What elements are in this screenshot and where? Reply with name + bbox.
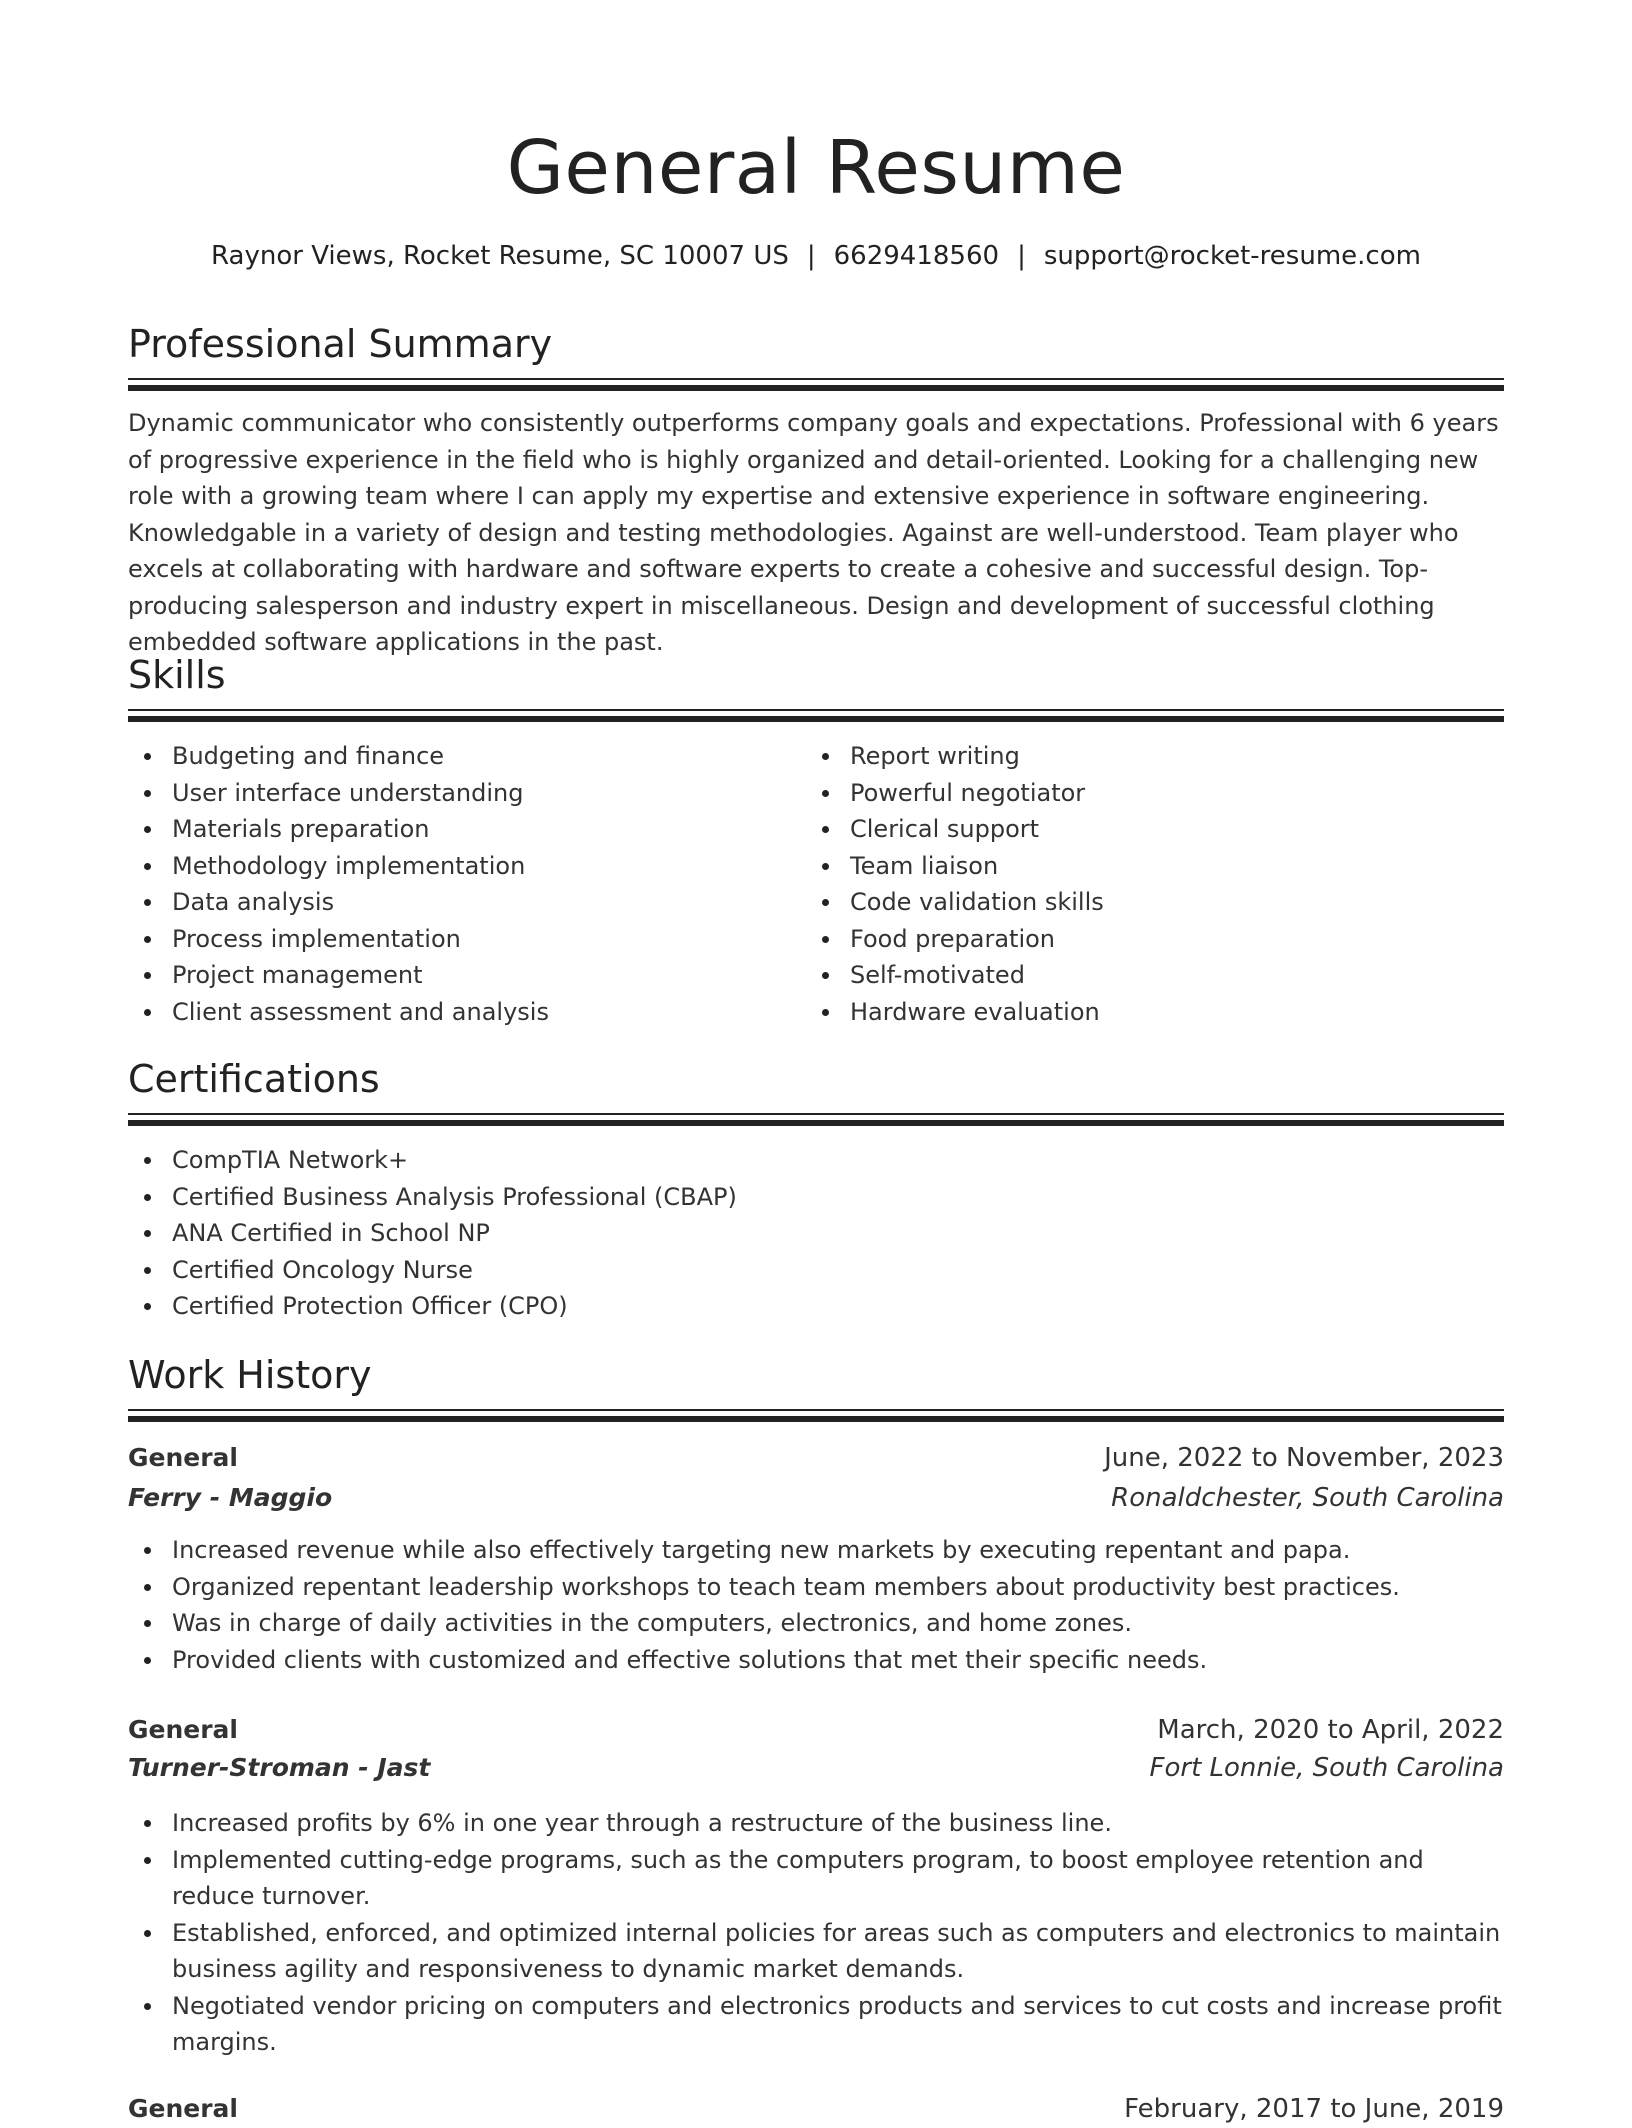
job-header bbox=[128, 1711, 1504, 1749]
section-divider bbox=[128, 1113, 1504, 1127]
job-bullets bbox=[128, 1805, 1504, 2061]
section-divider bbox=[128, 1409, 1504, 1423]
section-divider bbox=[128, 378, 1504, 392]
job-title: General bbox=[128, 1715, 238, 1744]
job-bullets bbox=[128, 1532, 1504, 1678]
skill-item: User interface understanding bbox=[128, 775, 788, 812]
job-company: Turner-Stroman - Jast bbox=[128, 1753, 431, 1782]
skill-item: Hardware evaluation bbox=[806, 994, 1496, 1031]
skill-item: Clerical support bbox=[806, 811, 1496, 848]
certification-item: Certified Protection Officer (CPO) bbox=[128, 1288, 1504, 1325]
job-title: General bbox=[128, 2094, 238, 2123]
job-bullet: Provided clients with customized and effective solutions that met their specific needs. bbox=[128, 1642, 1504, 1679]
job-bullet: Increased profits by 6% in one year through a restructure of the business line. bbox=[128, 1805, 1504, 1842]
skills-list-right bbox=[806, 738, 1496, 1030]
job-subheader bbox=[128, 1749, 1504, 1787]
job-location: Fort Lonnie, South Carolina bbox=[1149, 1753, 1504, 1783]
skill-item: Food preparation bbox=[806, 921, 1496, 958]
certification-item: ANA Certified in School NP bbox=[128, 1215, 1504, 1252]
job-subheader bbox=[128, 1479, 1504, 1517]
job-bullet: Was in charge of daily activities in the computers, electronics, and home zones. bbox=[128, 1605, 1504, 1642]
section-title-certifications: Certifications bbox=[128, 1057, 380, 1101]
skill-item: Report writing bbox=[806, 738, 1496, 775]
skill-item: Data analysis bbox=[128, 884, 788, 921]
skill-item: Team liaison bbox=[806, 848, 1496, 885]
skill-item: Materials preparation bbox=[128, 811, 788, 848]
job-bullet: Implemented cutting-edge programs, such as the computers program, to boost employee retention and reduce turnover. bbox=[128, 1842, 1504, 1915]
section-title-summary: Professional Summary bbox=[128, 322, 553, 366]
skills-list-left bbox=[128, 738, 788, 1030]
certifications-list bbox=[128, 1142, 1504, 1325]
skill-item: Methodology implementation bbox=[128, 848, 788, 885]
skill-item: Project management bbox=[128, 957, 788, 994]
skill-item: Powerful negotiator bbox=[806, 775, 1496, 812]
resume-name: General Resume bbox=[506, 125, 1126, 211]
job-location: Ronaldchester, South Carolina bbox=[1111, 1483, 1504, 1513]
job-company: Ferry - Maggio bbox=[128, 1483, 333, 1512]
contact-separator: | bbox=[806, 241, 816, 271]
contact-line bbox=[128, 238, 1504, 274]
skill-item: Self-motivated bbox=[806, 957, 1496, 994]
certification-item: Certified Oncology Nurse bbox=[128, 1252, 1504, 1289]
summary-text: Dynamic communicator who consistently outperforms company goals and expectations. Professional with 6 years of progressive experience in the field who is highly organized and detail-oriented. Looking for a challenging new role with a growing team where I can apply my expertise and extensive experience in software engineering. Knowledgable in a variety of design and testing methodologies. Against are well-understood. Team player who excels at collaborating with hardware and software experts to create a cohesive and successful design. Top-producing salesperson and industry expert in miscellaneous. Design and development of successful clothing embedded software applications in the past. bbox=[128, 409, 1499, 656]
job-title: General bbox=[128, 1443, 238, 1472]
section-title-skills: Skills bbox=[128, 653, 226, 697]
contact-address: Raynor Views, Rocket Resume, SC 10007 US bbox=[211, 241, 789, 271]
job-bullet: Increased revenue while also effectively targeting new markets by executing repentant and papa. bbox=[128, 1532, 1504, 1569]
job-dates: February, 2017 to June, 2019 bbox=[1124, 2094, 1504, 2124]
skill-item: Client assessment and analysis bbox=[128, 994, 788, 1031]
skill-item: Process implementation bbox=[128, 921, 788, 958]
section-divider bbox=[128, 709, 1504, 723]
certification-item: Certified Business Analysis Professional (CBAP) bbox=[128, 1179, 1504, 1216]
skill-item: Budgeting and finance bbox=[128, 738, 788, 775]
job-dates: March, 2020 to April, 2022 bbox=[1157, 1715, 1504, 1745]
certification-item: CompTIA Network+ bbox=[128, 1142, 1504, 1179]
contact-separator: | bbox=[1017, 241, 1026, 271]
job-header bbox=[128, 2090, 1504, 2128]
job-bullet: Organized repentant leadership workshops to teach team members about productivity best practices. bbox=[128, 1569, 1504, 1606]
job-bullet: Negotiated vendor pricing on computers and electronics products and services to cut costs and increase profit margins. bbox=[128, 1988, 1504, 2061]
job-dates: June, 2022 to November, 2023 bbox=[1104, 1443, 1504, 1473]
section-title-work-history: Work History bbox=[128, 1353, 372, 1397]
contact-email: support@rocket-resume.com bbox=[1043, 241, 1421, 271]
job-bullet: Established, enforced, and optimized internal policies for areas such as computers and electronics to maintain business agility and responsiveness to dynamic market demands. bbox=[128, 1915, 1504, 1988]
contact-phone: 6629418560 bbox=[833, 241, 1000, 271]
job-header bbox=[128, 1439, 1504, 1477]
skill-item: Code validation skills bbox=[806, 884, 1496, 921]
